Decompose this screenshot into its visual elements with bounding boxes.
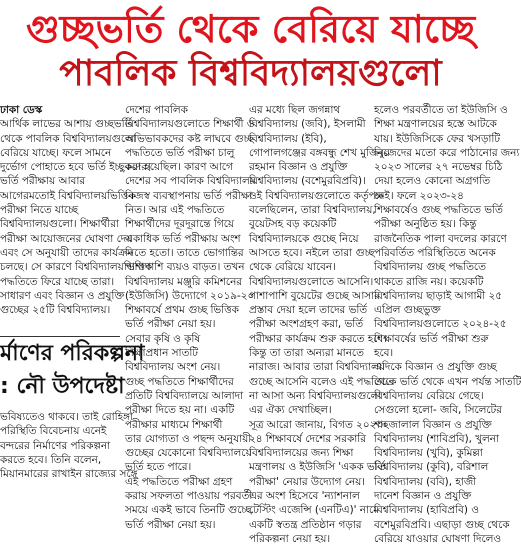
text-line: গুচ্ছে আসেনি বলেও এই পদ্ধতিতে (249, 375, 394, 388)
section-divider (0, 336, 120, 337)
text-line: নিজেদের মতো করে পাঠানোর জন্য (374, 146, 520, 159)
text-line: এর অংশ হিসেবে 'ন্যাশনাল (249, 490, 360, 503)
text-line: হবে। (374, 347, 394, 360)
text-line: বিশ্ববিদ্যালয়কে গুচ্ছে নিয়ে (249, 232, 359, 245)
text-line: যায়। ইউজিসিকে ফের খসড়াটি (374, 132, 501, 145)
text-line: করায় সফলতা পাওয়ায় পরবর্তী (125, 490, 253, 503)
text-line: (ইউজিসি) উদ্যোগে ২০১৯-২০ (125, 289, 255, 302)
text-line: গুচ্ছের যেকোনো বিশ্ববিদ্যালয়ে (125, 447, 252, 460)
text-line: ভর্তি হতে পারে। (125, 461, 192, 474)
text-line: দানেশ বিজ্ঞান ও প্রযুক্তি (374, 490, 472, 503)
text-line: বিশ্ববিদ্যালয় (খুবি), কুমিল্লা (374, 447, 483, 460)
dateline: ঢাকা ডেস্ক (0, 104, 43, 116)
text-line: বশেমুরবিপ্রবি। এছাড়া গুচ্ছ থেকে (374, 518, 510, 531)
text-line: এর মধ্যে ছিল জগন্নাথ (249, 104, 341, 116)
text-line: পরিবর্তিত পরিস্থিতিতে অনেক (374, 246, 496, 259)
text-line: এর ঐক্য দেখাচ্ছিল। (249, 404, 332, 417)
text-line: দেশের সব পাবলিক বিশ্ববিদ্যালয় (125, 175, 256, 188)
text-line: ২০২৩ সালের ২৭ নভেম্বর চিঠি (374, 161, 503, 174)
text-line: বন্দরের নির্মাণের পরিকল্পনা (0, 439, 111, 452)
text-line: পরীক্ষা আয়োজনের ঘোষণা দেয় (0, 232, 133, 245)
text-line: থাকতে রাজি নয়। কয়েকটি (374, 275, 484, 288)
text-line: থেকে বেরিয়ে যাবেন। (249, 261, 336, 274)
text-line: করতে হবে। তিনি বলেন, (0, 453, 102, 466)
text-line: পরীক্ষা অনুষ্ঠিত হয়। কিন্তু (374, 218, 477, 231)
text-line: নিতে হতো। তাতে ভোগান্তির (125, 246, 244, 259)
text-line: বলেছিলেন, তারা বিশ্ববিদ্যালয়, (249, 204, 376, 217)
article-column-3 (249, 103, 394, 545)
text-line: নেই। ফলে ২০২৩-২৪ (374, 189, 464, 202)
text-line: এপ্রিল গুচ্ছভুক্ত (374, 304, 441, 317)
text-line: বিশ্ববিদ্যালয়গুলোতে ২০২৪-২৫ (374, 318, 507, 331)
text-line: এবং সে অনুযায়ী তাদের কার্যক্রম (0, 246, 133, 259)
text-line: এদিকে বিজ্ঞান ও প্রযুক্তি গুচ্ছ (374, 361, 497, 374)
text-line: এই পদ্ধতিতে পরীক্ষা গ্রহণ (125, 475, 233, 488)
text-line: সেবার কৃষি ও কৃষি (125, 332, 201, 345)
text-line: মন্ত্রণালয় ও ইউজিসি 'একক ভর্তি (249, 461, 386, 474)
text-line: রহমান বিজ্ঞান ও প্রযুক্তি (249, 161, 348, 174)
text-line: ভর্তি পরীক্ষা নেয়া হয়। (125, 318, 216, 331)
text-line: শিক্ষার্থীদের দূরদূরান্তে গিয়ে (125, 218, 234, 231)
text-line: না আসা অন্য বিশ্ববিদ্যালয়গুলো (249, 389, 382, 402)
second-story-headline-line-1: র্মাণের পরিকল্পনা (0, 341, 145, 366)
text-line: শিক্ষাপ্রধান সাতটি (125, 347, 198, 360)
article-column-2 (125, 103, 256, 531)
text-line: সাধারণ এবং বিজ্ঞান ও প্রযুক্তি (0, 289, 125, 302)
text-line: করা হয়েছিল। কারণ আগে (125, 161, 233, 174)
text-line: পরীক্ষা অংশগ্রহণ করা, ভর্তি (249, 318, 364, 331)
text-line: পরীক্ষার কার্যক্রম শুরু করতে হবে। (249, 332, 387, 345)
text-line: পাশাপাশি বুয়েটের গুচ্ছে আসার (249, 289, 380, 302)
text-line: ২৪ শিক্ষাবর্ষে দেশের সরকারি (249, 432, 366, 445)
text-line: বিশ্ববিদ্যালয় (কুবি), বরিশাল (374, 461, 489, 474)
text-line: পরিস্থিতি বিবেচনায় এনেই (0, 425, 107, 438)
text-line: একটি স্বতন্ত্র প্রতিষ্ঠান গড়ার (249, 518, 362, 531)
text-line: দেয়া হলেও কোনো অগ্রগতি (374, 175, 490, 188)
text-line: একাধিক ভর্তি পরীক্ষায় অংশ (125, 232, 241, 245)
headline-line-1: গুচ্ছভর্তি থেকে বেরিয়ে যাচ্ছে (25, 7, 476, 51)
text-line: ভর্তি পরীক্ষা নেয়া হয়। (125, 518, 216, 531)
text-line: দেশের পাবলিক (125, 104, 188, 116)
text-line: গুচ্ছের ২৫টি বিশ্ববিদ্যালয়। (0, 304, 111, 317)
text-line: পাশাপাশি ব্যয়ও বাড়ত। তখন (125, 261, 245, 274)
text-line: বিশ্ববিদ্যালয়গুলোতে আসেনি। (249, 275, 374, 288)
text-line: তার যোগ্যতা ও পছন্দ অনুযায়ী (125, 432, 252, 445)
text-line: নারাজ। আবার তারা বিশ্ববিদ্যালয় (249, 361, 385, 374)
text-line: গোপালগঞ্জের বঙ্গবন্ধু শেখ মুজিবুর (249, 146, 390, 159)
text-line: পরীক্ষা নিতে যাচ্ছে (0, 204, 78, 217)
text-line: ভর্তি পরীক্ষায় আবার (0, 175, 86, 188)
text-line: বিশ্ববিদ্যালয় (বশেমুরবিপ্রবি)। (249, 175, 366, 188)
text-line: বিশ্ববিদ্যালয় অংশ নেয়। (125, 361, 221, 374)
text-line: বিশ্ববিদ্যালয় বেরিয়ে গেছে। (374, 389, 484, 402)
text-line: শিক্ষা মন্ত্রণালয়ের হস্তে আটকে (374, 118, 497, 131)
text-line: ওই বিশ্ববিদ্যালয়গুলোতে কর্তৃপক্ষ (249, 189, 385, 202)
text-line: নিজস্ব ব্যবস্থাপনায় ভর্তি পরীক্ষা (125, 189, 253, 202)
text-line: বিশ্ববিদ্যালয় (ববি), হাজী (374, 475, 477, 488)
text-line: থেকে পাবলিক বিশ্ববিদ্যালয়গুলো (0, 132, 136, 145)
text-line: থেকে ভর্তি থেকে এখন পর্যন্ত সাতটি (374, 375, 521, 388)
text-line: শিক্ষাবর্ষের ভর্তি পরীক্ষা শুরু (374, 332, 489, 345)
text-line: টেস্টিং এজেন্সি (এনটিএ)' নামে (249, 504, 379, 517)
text-line: রাজনৈতিক পালা বদলের কারণে (374, 232, 507, 245)
text-line: পদ্ধতিতে ভর্তি পরীক্ষা চালু (125, 146, 235, 159)
text-line: বিশ্ববিদ্যালয় গুচ্ছ পদ্ধতিতে (374, 261, 486, 274)
text-line: প্রতিটি বিশ্ববিদ্যালয়ে আলাদা (125, 389, 244, 402)
text-line: পরীক্ষা' নেয়ার উদ্যোগ নেয়। (249, 475, 366, 488)
text-line: নিত। আর এই পদ্ধতিতে (125, 204, 225, 217)
text-line: বিশ্ববিদ্যালয় (জবি), ইসলামী (249, 118, 366, 131)
article-column-1 (0, 103, 153, 337)
text-line: বিশ্ববিদ্যালয়গুলোতে শিক্ষার্থী ও (125, 118, 255, 131)
text-line: প্রস্তাব দেয়া হলে তাদের ভর্তি (249, 304, 368, 317)
text-line: বিশ্ববিদ্যালয় (হাবিপ্রবি) ও (374, 504, 479, 517)
second-story-column (0, 410, 138, 484)
text-line: চলছে। সে কারণে বিশ্ববিদ্যালয়ভিত্তিক (0, 261, 153, 274)
text-line: আসতে হবে। নইলে তারা গুচ্ছ (249, 246, 375, 259)
headline-line-2: পাবলিক বিশ্ববিদ্যালয়গুলো (59, 53, 442, 94)
text-line: ভবিষ্যতেও থাকবে। তাই রোহিঙ্গা (0, 411, 133, 423)
article-column-4 (374, 103, 521, 545)
text-line: সেগুলো হলো- জবি, সিলেটের (374, 404, 502, 417)
text-line: বুয়েটসহ বড় কয়েকটি (249, 218, 337, 231)
text-line: সময়ে একই ভাবে তিনটি গুচ্ছে (125, 504, 252, 517)
second-story-headline-line-2: : নৌ উপদেষ্টা (0, 374, 125, 399)
text-line: বিশ্ববিদ্যালয় (ইবি), (249, 132, 327, 145)
text-line: আর্থিক লাভের আশায় গুচ্ছভর্তি (0, 118, 133, 131)
text-line: পরিকল্পনা নেয়া হয়। (249, 532, 331, 545)
text-line: পদ্ধতিতে ফিরে যাচ্ছে তারা। (0, 275, 115, 288)
text-line: বিশ্ববিদ্যালয়গুলো। শিক্ষার্থীরা (0, 218, 119, 231)
text-line: দুর্ভোগ পোহাতে হবে ভর্তি ইচ্ছুকদের। (0, 161, 151, 174)
text-line: মিয়ানমারের রাখাইন রাজ্যের সঙ্গে (0, 468, 138, 481)
text-line: আগেরমতোই বিশ্ববিদ্যালয়ভিত্তিক (0, 189, 136, 202)
text-line: হলেও পরবর্তীতে তা ইউজিসি ও (374, 104, 508, 116)
text-line: সূত্র আরো জানায়, বিগত ২০২৩- (249, 418, 387, 431)
text-line: পরীক্ষা দিতে হয় না। একটি (125, 404, 235, 417)
text-line: বিশ্ববিদ্যালয় মঞ্জুরি কমিশনের (125, 275, 242, 288)
text-line: কিন্তু তা তারা অন্যরা মানতে (249, 347, 364, 360)
text-line: বেরিয়ে যাওয়ার ঘোষণা দিলেও (374, 532, 502, 545)
text-line: বিশ্ববিদ্যালয়ের জন্য শিক্ষা (249, 447, 354, 460)
text-line: শিক্ষাবর্ষে প্রথম গুচ্ছ ভিত্তিক (125, 304, 239, 317)
text-line: শিক্ষাবর্ষেও গুচ্ছ পদ্ধতিতে ভর্তি (374, 204, 503, 217)
text-line: অভিভাবকদের কষ্ট লাঘবে গুচ্ছ (125, 132, 254, 145)
text-line: বেরিয়ে যাচ্ছে। ফলে সামনে (0, 146, 112, 159)
text-line: বিশ্ববিদ্যালয় (শাবিপ্রবি), খুলনা (374, 432, 500, 445)
text-line: গুচ্ছ পদ্ধতিতে শিক্ষার্থীদের (125, 375, 234, 388)
text-line: বিশ্ববিদ্যালয় ছাড়াই আগামী ২৫ (374, 289, 503, 302)
text-line: শাহজালাল বিজ্ঞান ও প্রযুক্তি (374, 418, 492, 431)
text-line: পরীক্ষার মাধ্যমে শিক্ষার্থী (125, 418, 223, 431)
